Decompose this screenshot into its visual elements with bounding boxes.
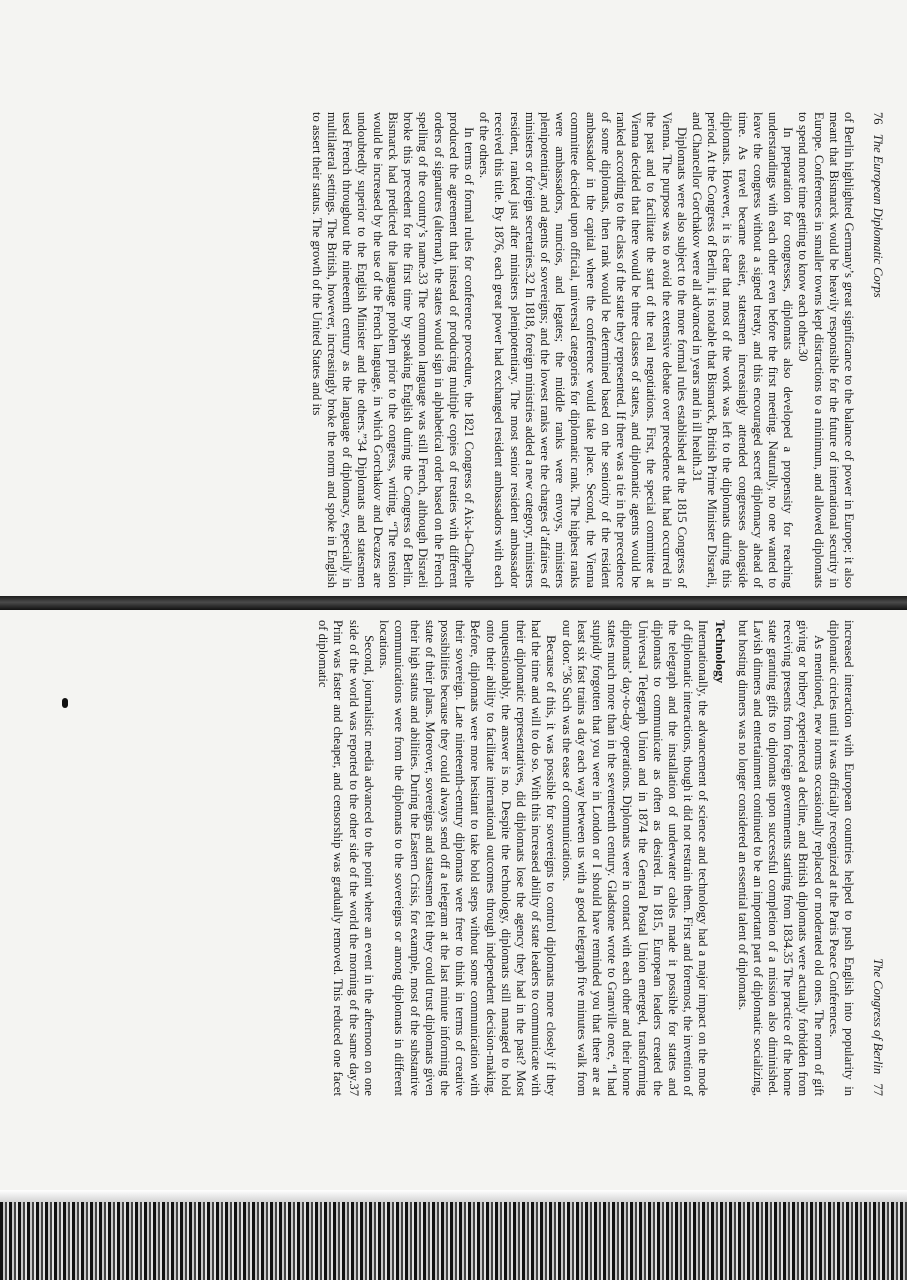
body-text — [315, 620, 856, 1096]
margin-mark — [62, 698, 68, 708]
left-page — [309, 112, 885, 588]
paragraph: In preparation for congresses, diplomats also developed a propensity for reaching understandings with each other even before the first meeting. Naturally, no one wanted to leave the congress without a signed treaty, and this encouraged secret diplomacy ahead of time. As travel became easier, statesmen increasingly attended congresses alongside diplomats. However, it is clear that most of the work was left to the diplomats during this period. At the Congress of Berlin, it is notable that Bismarck, British Prime Minister Disraeli, and Chancellor Gorchakov were all advanced in years and in ill health.31 — [689, 112, 796, 588]
body-text — [309, 112, 856, 588]
paragraph: Internationally, the advancement of science and technology had a major impact on the mode of diplomatic interactions, though it did not restrain them. First and foremost, the invention of the telegraph and the installation of underwater cables made it possible for states and diplomats to communicate as often as desired. In 1815, European leaders created the Universal Telegraph Union and in 1874 the General Postal Union emerged, transforming diplomats’ day-to-day operations. Diplomats were in contact with each other and their home states much more than in the seventeenth century. Gladstone wrote to Granville once, “I had stupidly forgotten that you were in London or I should have reminded you that there are at least six fast trains a day each way between us with a good telegraph five minutes walk from our door.”36 Such was the ease of communications. — [559, 620, 711, 1096]
running-header — [870, 620, 885, 1096]
paragraph: As mentioned, new norms occasionally replaced or moderated old ones. The norm of gift giving or bribery experienced a decline, and British diplomats were actually forbidden from receiving presents from foreign governments starting from 1834.35 The practice of the home state granting gifts to diplomats upon successful completion of a mission also diminished. Lavish dinners and entertainment continued to be an important part of diplomatic socializing, but hosting dinners was no longer considered an essential talent of diplomats. — [735, 620, 826, 1096]
paragraph: Second, journalistic media advanced to the point where an event in the afternoon on one side of the world was reported to the other side of the world the morning of the same day.37 Print was faster and cheaper, and censorship was gradually removed. This reduced one facet of diplomatic — [316, 620, 376, 1096]
paragraph: of Berlin highlighted Germany’s great significance to the balance of power in Europe; it also meant that Bismarck would be heavily responsible for the future of international security in Europe. Conferences in smaller towns kept distractions to a minimum, and allowed diplomats to spend more time getting to know each other.30 — [796, 112, 856, 588]
paragraph: increased interaction with European countries helped to push English into popularity in diplomatic circles until it was officially recognized at the Paris Peace Conferences. — [826, 620, 856, 1096]
page-number: 77 — [871, 1083, 885, 1096]
right-page — [315, 620, 885, 1096]
running-title: The European Diplomatic Corps — [871, 133, 885, 298]
running-header — [870, 112, 885, 588]
scanner-edge — [0, 1190, 907, 1280]
book-spine-gutter — [0, 596, 907, 610]
paragraph: Diplomats were also subject to the more formal rules established at the 1815 Congress of Vienna. The purpose was to avoid the extensive debate over precedence that had occurred in the past and to facilitate the start of the real negotiations. First, the special committee at Vienna decided that there would be three classes of states, and diplomatic agents would be ranked according to the class of the state they represented. If there was a tie in the precedence of some diplomats, then rank would be determined based on the seniority of the resident ambassador in the capital where the conference would take place. Second, the Vienna committee decided upon official, universal categories for diplomatic rank. The highest ranks were ambassadors, nuncios, and legates; the middle ranks were envoys, ministers plenipotentiary, and agents of sovereigns; and the lowest ranks were the charges d’affaires of ministers or foreign secretaries.32 In 1818, foreign ministries added a new category, ministers resident, ranked just after ministers plenipotentiary. The most senior resident ambassador received this title. By 1876, each great power had exchanged resident ambassadors with each of the others. — [477, 112, 689, 588]
page-number: 76 — [871, 112, 885, 125]
paragraph: Because of this, it was possible for sovereigns to control diplomats more closely if they had the time and will to do so. With this increased ability of state leaders to communicate with their diplomatic representatives, did diplomats lose the agency they had in the past? Most unquestionably, the answer is no. Despite the technology, diplomats still managed to hold onto their ability to facilitate international outcomes through independent decision-making. Before, diplomats were more hesitant to take bold steps without some communication with their sovereign. Late nineteenth-century diplomats were freer to think in terms of creative possibilities because they could always send off a telegram at the last minute informing the state of their plans. Moreover, sovereigns and statesmen felt they could trust diplomats given their high status and abilities. During the Eastern Crisis, for example, most of the substantive communications were from the diplomats to the sovereigns or among diplomats in different locations. — [377, 620, 559, 1096]
paragraph: In terms of formal rules for conference procedure, the 1821 Congress of Aix-la-Chapelle produced the agreement that instead of producing multiple copies of treaties with different orders of signatures (alternat), the states would sign in alphabetical order based on the French spelling of the country’s name.33 The common language was still French, although Disraeli broke this precedent for the first time by speaking English during the Congress of Berlin. Bismarck had predicted the language problem prior to the congress, writing, “The tension would be increased by the use of the French language, in which Gorchakov and Decazes are undoubtedly superior to the English Minister and the others.”34 Diplomats and statesmen used French throughout the nineteenth century as the language of diplomacy, especially in multilateral settings. The British, however, increasingly broke the norm and spoke in English to assert their status. The growth of the United States and its — [309, 112, 476, 588]
section-heading: Technology — [713, 620, 729, 684]
running-title: The Congress of Berlin — [871, 958, 885, 1075]
